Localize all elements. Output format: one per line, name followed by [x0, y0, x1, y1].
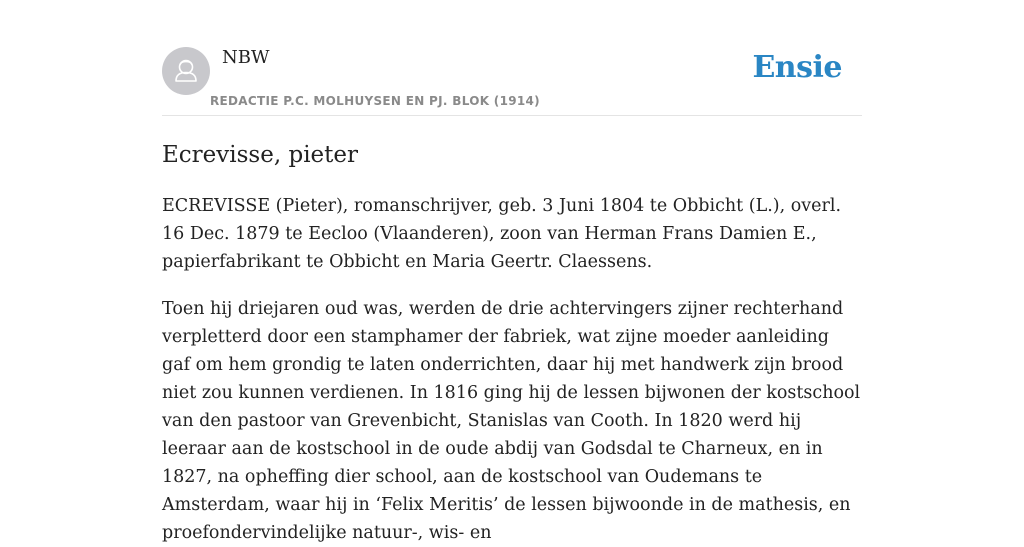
- source-name[interactable]: NBW: [222, 47, 270, 68]
- article-paragraph: Toen hij driejaren oud was, werden de drie achtervingers zijner rechterhand verpletterd door een stamphamer der fabriek, wat zijne moeder aanleiding gaf om hem grondig te laten onderrichten, daar hij met handwerk zijn brood niet zou kunnen verdienen. In 1816 ging hij de lessen bijwonen der kostschool van den pastoor van Grevenbicht, Stanislas van Cooth. In 1820 werd hij leeraar aan de kostschool in de oude abdij van Godsdal te Charneux, en in 1827, na opheffing dier school, aan de kostschool van Oudemans te Amsterdam, waar hij in ‘Felix Meritis’ de lessen bijwoonde in de mathesis, en proefondervindelijke natuur-, wis- en: [162, 299, 861, 543]
- article-title: Ecrevisse, pieter: [162, 142, 359, 168]
- article-paragraph: ECREVISSE (Pieter), romanschrijver, geb. 3 Juni 1804 te Obbicht (L.), overl. 16 Dec. 1879 te Eecloo (Vlaanderen), zoon van Herman Frans Damien E., papierfabrikant te Obbicht en Maria Geertr. Claessens.: [162, 196, 842, 272]
- user-icon: [162, 47, 210, 95]
- source-header: [162, 0, 862, 116]
- source-avatar[interactable]: [162, 47, 210, 95]
- source-subtitle: REDACTIE P.C. MOLHUYSEN EN PJ. BLOK (1914): [210, 94, 540, 108]
- ensie-logo[interactable]: Ensie: [752, 50, 842, 85]
